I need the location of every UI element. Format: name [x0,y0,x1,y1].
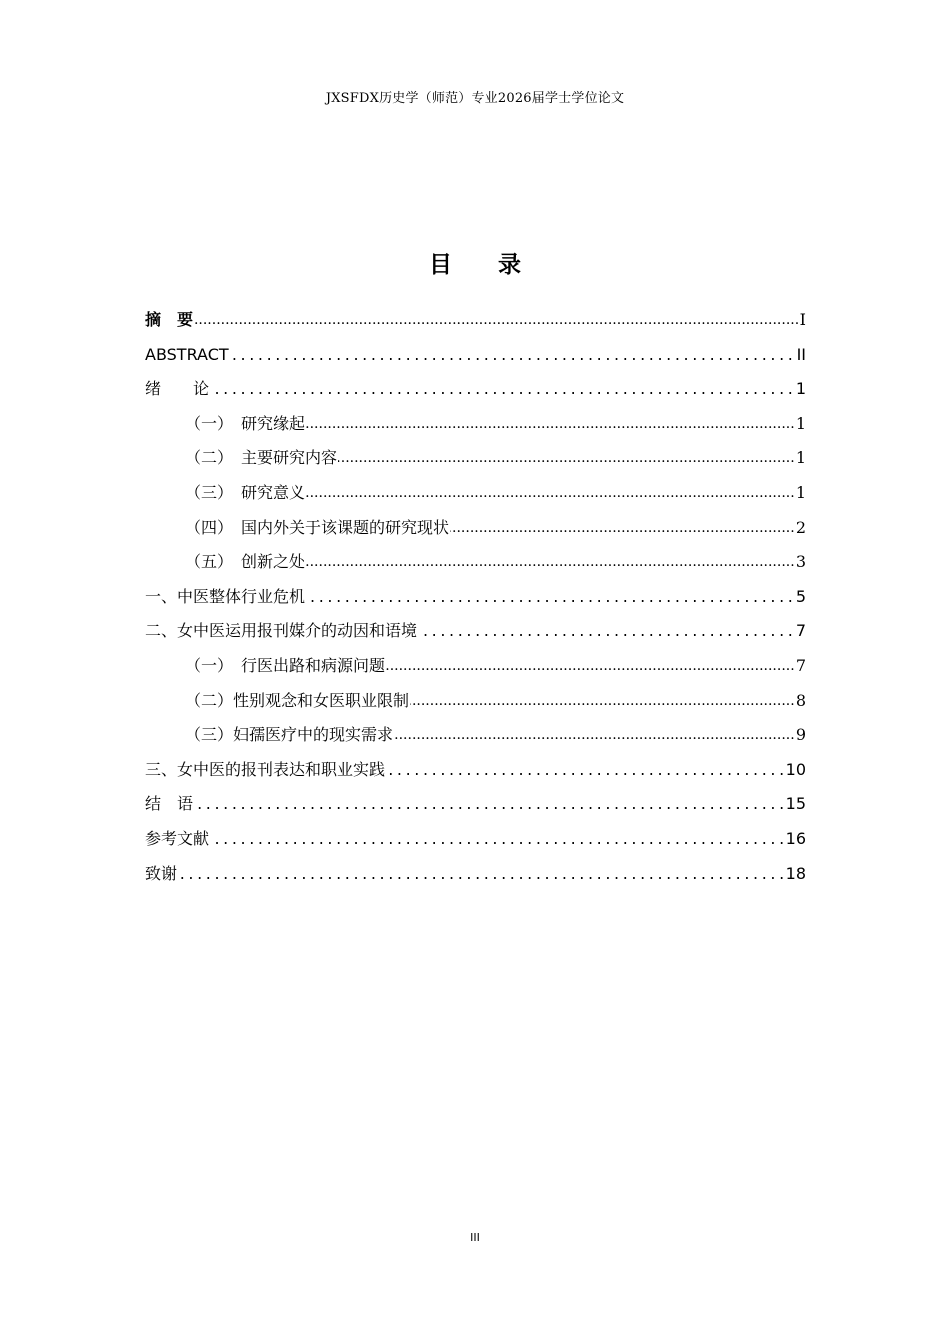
toc-entry-page: 7 [795,614,806,649]
toc-entry-page: 3 [795,545,806,580]
toc-entry-intro-1[interactable] [185,407,806,442]
toc-entry-page: 1 [795,372,806,407]
toc-entry-label: 二、女中医运用报刊媒介的动因和语境 [145,614,418,649]
toc-leader-dots [145,372,806,407]
toc-entry-label: （四） 国内外关于该课题的研究现状 [185,511,450,546]
toc-entry-introduction[interactable] [145,372,806,407]
toc-entry-label: ABSTRACT [145,338,230,373]
toc-entry-label: （三） 研究意义 [185,476,306,511]
toc-entry-page: 9 [795,718,806,753]
toc-entry-page: 1 [795,407,806,442]
toc-entry-label: （二） 主要研究内容 [185,441,338,476]
toc-entry-intro-5[interactable] [185,545,806,580]
toc-entry-label: 绪 论 [145,372,210,407]
toc-entry-chapter-3[interactable] [145,753,806,788]
toc-entry-page: I [799,303,806,338]
toc-entry-conclusion[interactable] [145,787,806,822]
toc-entry-label: 结 语 [145,787,194,822]
toc-entry-page: 1 [795,476,806,511]
toc-leader-dots [145,787,806,822]
toc-entry-chapter-1[interactable] [145,580,806,615]
toc-leader-dots [145,857,806,892]
toc-entry-chapter-2-3[interactable] [185,718,806,753]
toc-entry-page: 16 [785,822,806,857]
toc-entry-page: II [796,338,806,373]
toc-entry-page: 7 [795,649,806,684]
toc-entry-label: （一） 行医出路和病源问题 [185,649,386,684]
toc-entry-label: 三、女中医的报刊表达和职业实践 [145,753,386,788]
running-header: JXSFDX历史学（师范）专业2026届学士学位论文 [325,91,625,106]
toc-entry-page: 1 [795,441,806,476]
toc-entry-chapter-2[interactable] [145,614,806,649]
toc-entry-chapter-2-2[interactable] [185,684,806,719]
toc-entry-label: 参考文献 [145,822,210,857]
toc-entry-label: （五） 创新之处 [185,545,306,580]
toc-entry-label: 一、中医整体行业危机 [145,580,306,615]
toc-entry-acknowledgements[interactable] [145,857,806,892]
toc-entry-chapter-2-1[interactable] [185,649,806,684]
toc-entry-label: （一） 研究缘起 [185,407,306,442]
toc-title: 目录 [429,252,567,278]
toc-entry-page: 5 [795,580,806,615]
toc-entry-page: 10 [785,753,806,788]
toc-entry-intro-4[interactable] [185,511,806,546]
table-of-contents [145,303,806,891]
toc-entry-label: （二）性别观念和女医职业限制 [185,684,410,719]
toc-entry-abstract-en[interactable] [145,338,806,373]
toc-entry-abstract-cn[interactable] [145,303,806,338]
page-number: III [470,1231,480,1244]
toc-entry-page: 2 [795,511,806,546]
toc-entry-intro-3[interactable] [185,476,806,511]
toc-leader-dots [145,303,806,338]
toc-entry-references[interactable] [145,822,806,857]
toc-entry-intro-2[interactable] [185,441,806,476]
toc-entry-page: 18 [785,857,806,892]
toc-entry-label: 致谢 [145,857,178,892]
toc-entry-page: 15 [785,787,806,822]
toc-entry-label: 摘 要 [145,303,194,338]
toc-leader-dots [145,338,806,373]
toc-leader-dots [145,822,806,857]
toc-entry-page: 8 [795,684,806,719]
toc-entry-label: （三）妇孺医疗中的现实需求 [185,718,394,753]
